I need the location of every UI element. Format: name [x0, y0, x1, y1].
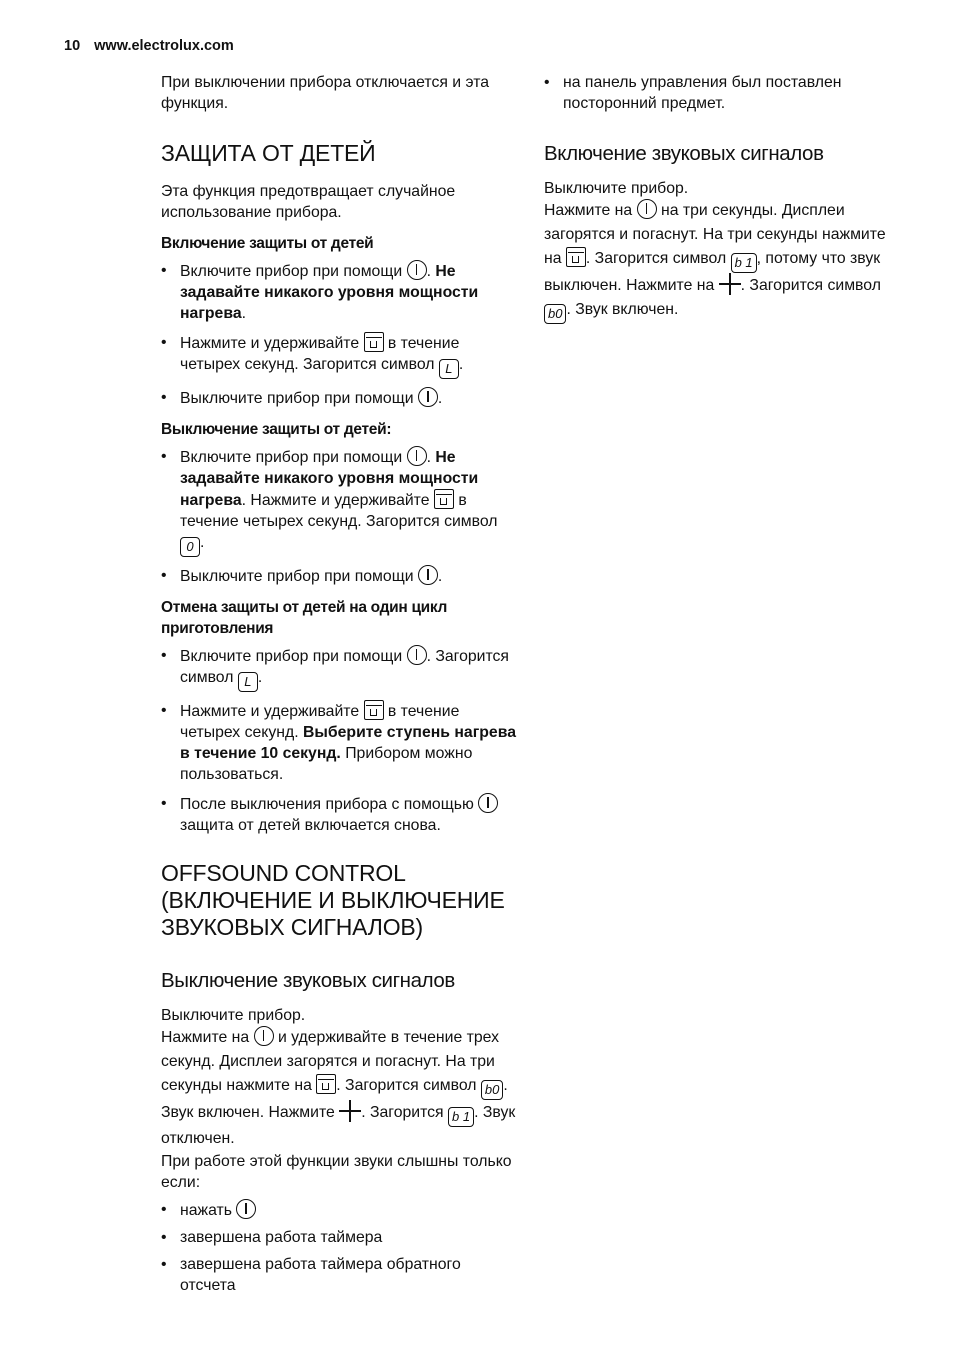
plus-icon — [339, 1100, 361, 1122]
list-item: • Нажмите и удерживайте в течение четырех секунд. Загорится символ L . — [161, 332, 516, 379]
cancel-lock-list — [161, 645, 516, 836]
power-icon — [236, 1199, 256, 1219]
sound-on-symbol-icon: b0 — [544, 304, 566, 324]
sound-conditions-intro: При работе этой функции звуки слышны только если: — [161, 1153, 512, 1191]
list-item: • на панель управления был поставлен посторонний предмет. — [544, 72, 899, 114]
list-item: • Включите прибор при помощи . Не задавайте никакого уровня мощности нагрева. — [161, 260, 516, 324]
power-icon — [418, 387, 438, 407]
sound-off-symbol-icon: b 1 — [448, 1107, 474, 1127]
sound-off-title: Выключение звуковых сигналов — [161, 969, 455, 992]
page-header — [64, 38, 234, 54]
list-item: • Нажмите и удерживайте в течение четырех секунд. Выберите ступень нагрева в течение 10 секунд. Прибором можно пользоваться. — [161, 700, 516, 785]
list-item: • Включите прибор при помощи . Не задавайте никакого уровня мощности нагрева. Нажмите и удерживайте в течение четырех секунд. Загорится символ 0 . — [161, 446, 516, 557]
list-item: • нажать — [161, 1199, 516, 1221]
list-item: • Выключите прибор при помощи . — [161, 387, 516, 409]
child-lock-desc: Эта функция предотвращает случайное использование прибора. — [161, 183, 456, 221]
lock-symbol-icon: L — [238, 672, 258, 692]
sound-off-symbol-icon: b 1 — [731, 253, 757, 273]
list-item: • После выключения прибора с помощью защита от детей включается снова. — [161, 793, 516, 836]
sound-conditions-list — [161, 1199, 516, 1296]
lock-key-icon — [316, 1074, 336, 1094]
sound-on-title: Включение звуковых сигналов — [544, 142, 824, 165]
enable-lock-title: Включение защиты от детей — [161, 235, 374, 252]
disable-lock-list — [161, 446, 516, 587]
enable-lock-list — [161, 260, 516, 409]
sound-on-symbol-icon: b0 — [481, 1080, 503, 1100]
site-url: www.electrolux.com — [94, 38, 234, 54]
plus-icon — [719, 273, 741, 295]
list-item: • завершена работа таймера обратного отсчета — [161, 1254, 516, 1296]
zero-symbol-icon: 0 — [180, 537, 200, 557]
list-item: • завершена работа таймера — [161, 1227, 516, 1248]
left-column — [161, 72, 516, 1296]
lock-key-icon — [566, 247, 586, 267]
lock-symbol-icon: L — [439, 359, 459, 379]
list-item: • Включите прибор при помощи . Загорится символ L . — [161, 645, 516, 692]
sound-on-step-1: Выключите прибор. — [544, 180, 689, 197]
list-item: • Выключите прибор при помощи . — [161, 565, 516, 587]
page-number: 10 — [64, 38, 81, 54]
power-icon — [407, 645, 427, 665]
power-icon — [407, 260, 427, 280]
sound-off-step-2: Нажмите на и удерживайте в течение трех секунд. Дисплеи загорятся и погаснут. На три секунды нажмите на . Загорится символ b0 . Звук включен. Нажмите . Загорится b 1 . Звук отключен. — [161, 1026, 516, 1151]
disable-lock-title: Выключение защиты от детей: — [161, 421, 392, 438]
power-icon — [254, 1026, 274, 1046]
lock-key-icon — [434, 489, 454, 509]
sound-off-step-1: Выключите прибор. — [161, 1007, 306, 1024]
power-icon — [478, 793, 498, 813]
sound-conditions-list-continued — [544, 72, 899, 114]
power-icon — [407, 446, 427, 466]
offsound-title: OFFSOUND CONTROL (ВКЛЮЧЕНИЕ И ВЫКЛЮЧЕНИЕ ЗВУКОВЫХ СИГНАЛОВ) — [161, 860, 505, 940]
lock-key-icon — [364, 332, 384, 352]
sound-on-step-2: Нажмите на на три секунды. Дисплеи загорятся и погаснут. На три секунды нажмите на . Загорится символ b 1 , потому что звук выключен. Нажмите на . Загорится символ b0 . Звук включен. — [544, 199, 899, 324]
cancel-lock-title: Отмена защиты от детей на один цикл приготовления — [161, 599, 448, 637]
intro-text: При выключении прибора отключается и эта функция. — [161, 74, 490, 112]
child-lock-title: ЗАЩИТА ОТ ДЕТЕЙ — [161, 140, 376, 166]
power-icon — [418, 565, 438, 585]
right-column — [544, 72, 899, 324]
power-icon — [637, 199, 657, 219]
lock-key-icon — [364, 700, 384, 720]
